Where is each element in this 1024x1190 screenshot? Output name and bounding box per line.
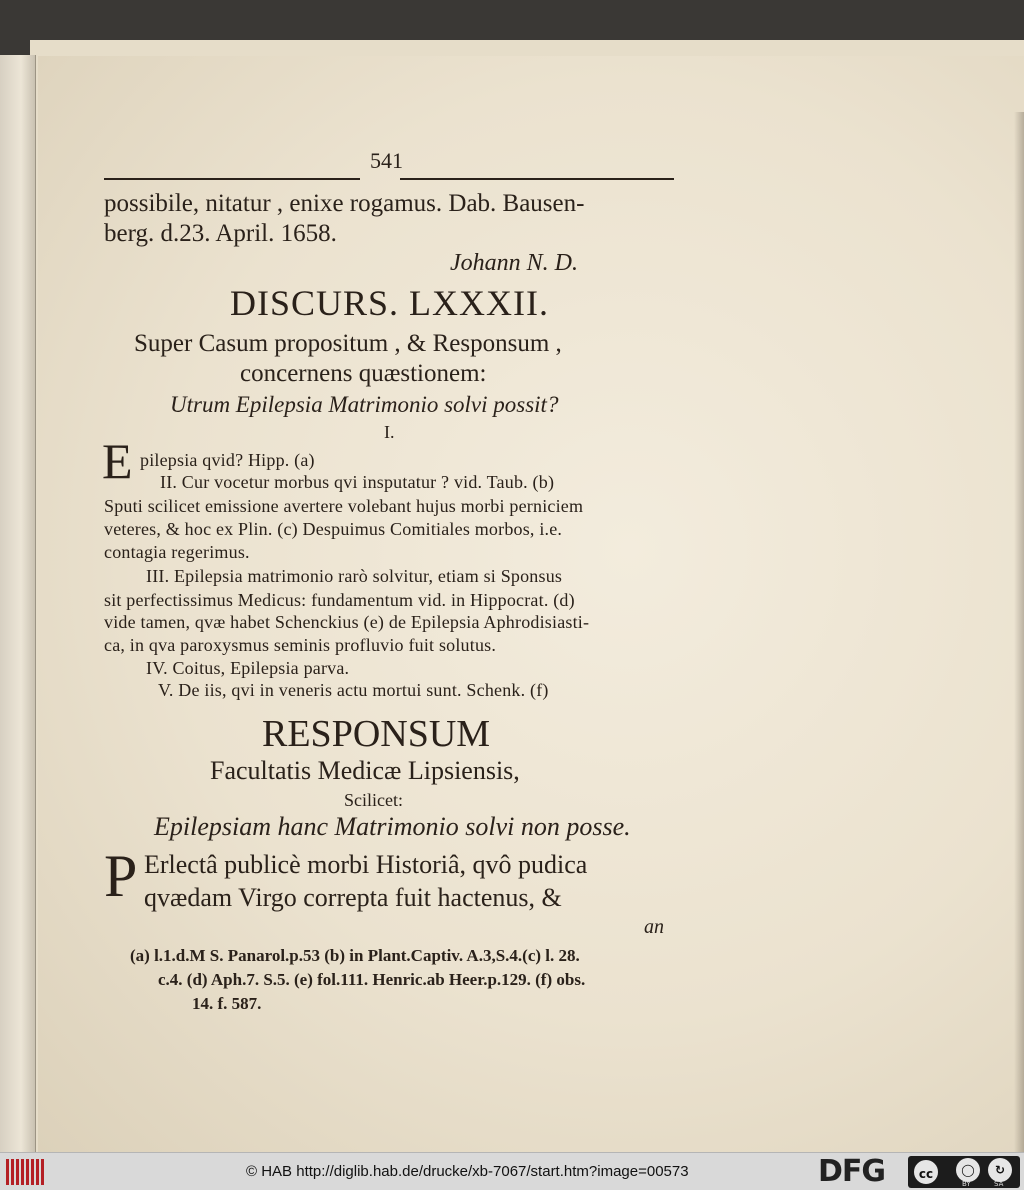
text-line: IV. Coitus, Epilepsia parva. [146, 658, 350, 678]
footer-bar [0, 1152, 1024, 1190]
text-line: contagia regerimus. [104, 542, 250, 562]
text-line: V. De iis, qvi in veneris actu mortui sunt. Schenk. (f) [158, 680, 549, 700]
section-numeral: I. [384, 422, 395, 442]
by-person-icon: ◯ [956, 1158, 980, 1182]
text-line: pilepsia qvid? Hipp. (a) [140, 450, 315, 470]
question-line: Epilepsiam hanc Matrimonio solvi non posse. [154, 812, 631, 841]
discourse-heading: DISCURS. LXXXII. [230, 283, 550, 323]
text-line: vide tamen, qvæ habet Schenckius (e) de Epilepsia Aphrodisiasti- [104, 612, 590, 632]
hab-logo-icon[interactable] [6, 1159, 48, 1185]
page-shadow [1014, 112, 1024, 1152]
footnote-line: (a) l.1.d.M S. Panarol.p.53 (b) in Plant.Captiv. A.3,S.4.(c) l. 28. [130, 946, 580, 965]
signature-line: Johann N. D. [450, 250, 578, 276]
text-line: Erlectâ publicè morbi Historiâ, qvô pudica [144, 850, 588, 879]
text-line: III. Epilepsia matrimonio rarò solvitur, etiam si Sponsus [146, 566, 563, 586]
text-line: possibile, nitatur , enixe rogamus. Dab. Bausen- [104, 190, 585, 217]
header-rule-right [400, 178, 674, 180]
responsum-heading: RESPONSUM [262, 713, 491, 755]
share-alike-icon: ↻ [988, 1158, 1012, 1182]
subheading-line: Scilicet: [344, 790, 403, 810]
subheading-line: concernens quæstionem: [240, 360, 487, 387]
cc-icon: cc [912, 1158, 940, 1186]
by-label: BY [962, 1180, 971, 1188]
drop-cap-e: E [102, 433, 133, 489]
cc-license-badge[interactable] [908, 1156, 1020, 1188]
page-number: 541 [370, 148, 403, 173]
text-line: ca, in qva paroxysmus seminis profluvio fuit solutus. [104, 635, 497, 655]
drop-cap-p: P [104, 843, 138, 909]
text-line: Sputi scilicet emissione avertere volebant hujus morbi perniciem [104, 496, 584, 516]
copyright-link[interactable]: © HAB http://diglib.hab.de/drucke/xb-7067/start.htm?image=00573 [246, 1163, 689, 1180]
sa-label: SA [994, 1180, 1004, 1188]
book-gutter [0, 55, 36, 1152]
dfg-logo[interactable]: DFG [818, 1154, 886, 1189]
text-line: veteres, & hoc ex Plin. (c) Despuimus Comitiales morbos, i.e. [104, 519, 563, 539]
question-line: Utrum Epilepsia Matrimonio solvi possit? [170, 392, 559, 417]
subheading-line: Super Casum propositum , & Responsum , [134, 330, 562, 357]
text-line: sit perfectissimus Medicus: fundamentum vid. in Hippocrat. (d) [104, 590, 575, 610]
footnote-line: c.4. (d) Aph.7. S.5. (e) fol.111. Henric.ab Heer.p.129. (f) obs. [158, 970, 586, 989]
catchword: an [644, 916, 664, 938]
footnote-line: 14. f. 587. [192, 994, 262, 1013]
text-line: berg. d.23. April. 1658. [104, 220, 337, 247]
header-rule-left [104, 178, 360, 180]
text-line: II. Cur vocetur morbus qvi insputatur ? vid. Taub. (b) [160, 472, 555, 492]
text-line: qvædam Virgo correpta fuit hactenus, & [144, 883, 562, 912]
subheading-line: Facultatis Medicæ Lipsiensis, [210, 756, 520, 785]
